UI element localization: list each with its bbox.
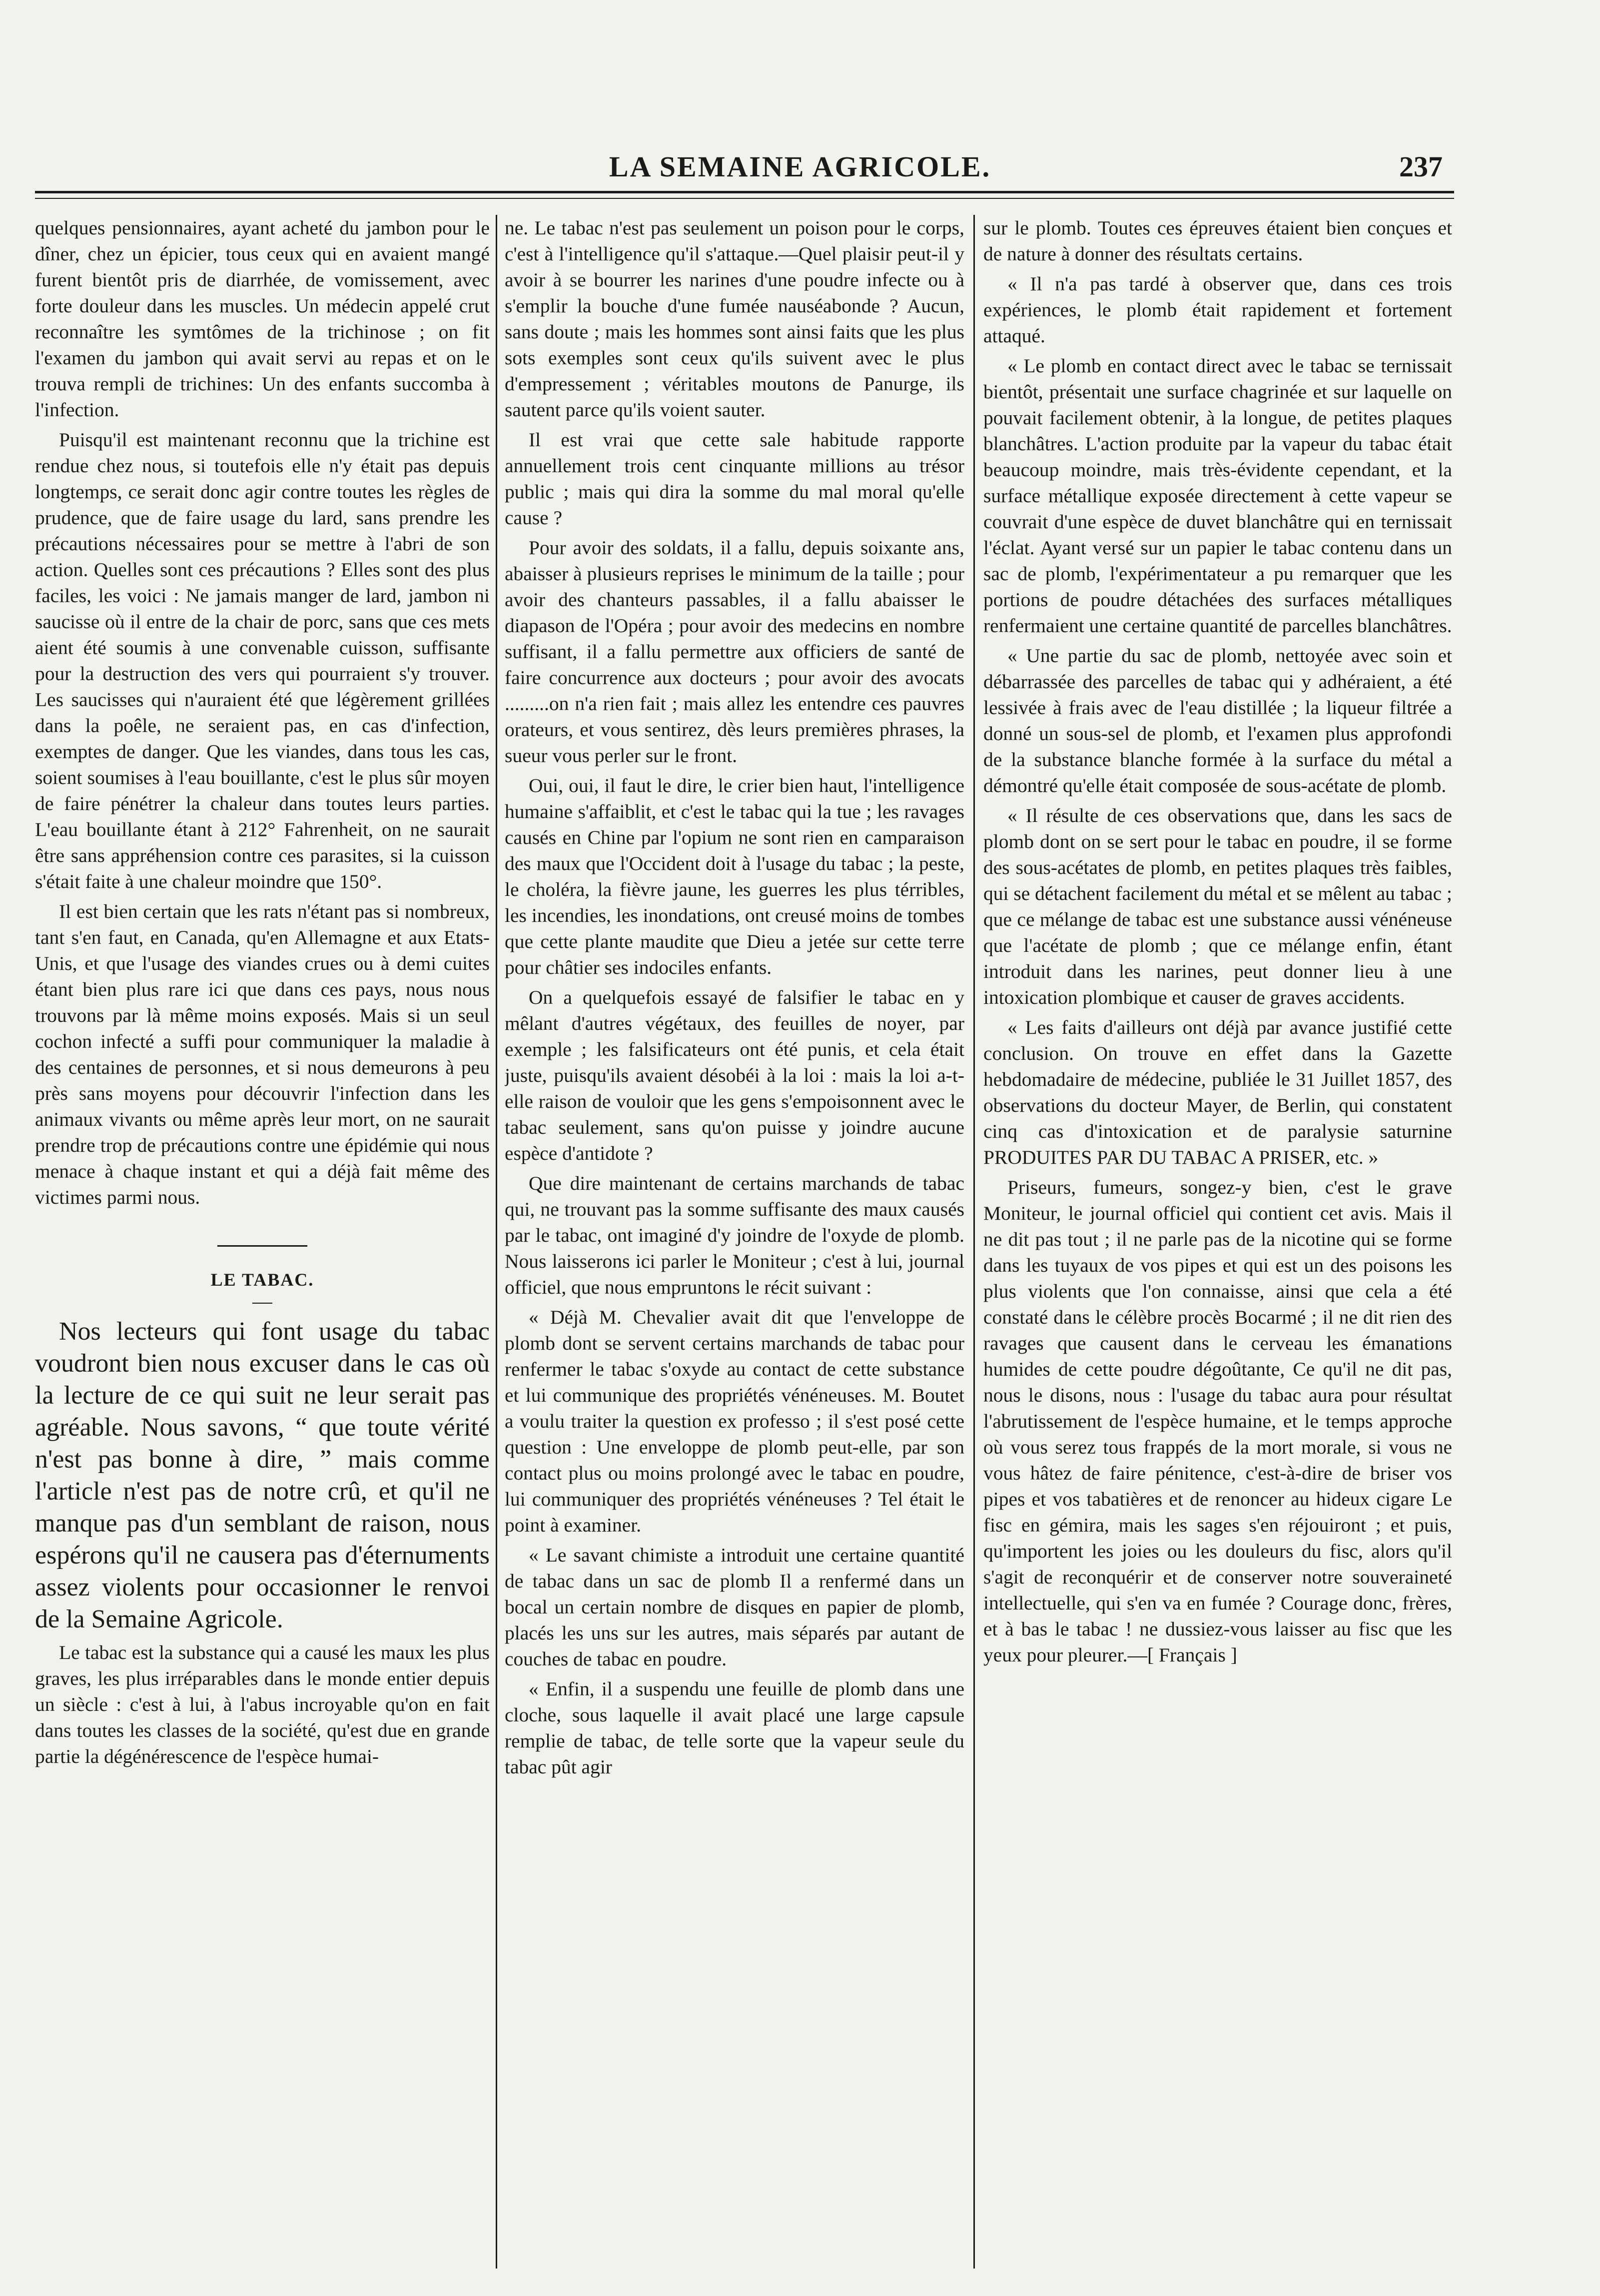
title-dash	[252, 1303, 272, 1304]
column-2	[505, 215, 964, 2269]
paragraph: « Enfin, il a suspendu une feuille de plomb dans une cloche, sous laquelle il avait placé une large capsule remplie de tabac, de telle sorte que la vapeur seule du tabac pût agir	[505, 1678, 964, 1778]
paragraph: sur le plomb. Toutes ces épreuves étaient bien conçues et de nature à donner des résultats certains.	[983, 217, 1452, 265]
paragraph: Puisqu'il est maintenant reconnu que la trichine est rendue chez nous, si toutefois elle n'y était pas depuis longtemps, ce serait donc agir contre toutes les règles de prudence, que de faire usage du lard, sans prendre les précautions nécessaires pour se mettre à l'abri de son action. Quelles sont ces précautions ? Elles sont des plus faciles, les voici : Ne jamais manger de lard, jambon ni saucisse où il entre de la chair de porc, sans que ces mets aient été soumis à une convenable cuisson, suffisante pour la destruction des vers qui pourraient s'y trouver. Les saucisses qui n'auraient été que légèrement grillées dans la poêle, ne seraient pas, en cas d'infection, exemptes de danger. Que les viandes, dans tous les cas, soient soumises à l'eau bouillante, c'est le plus sûr moyen de faire pénétrer la chaleur dans toutes leurs parties. L'eau bouillante étant à 212° Fahrenheit, on ne saurait être sans appréhension contre ces parasites, si la cuisson s'était faite à une chaleur moindre que 150°.	[35, 429, 490, 892]
column-3	[983, 215, 1452, 2269]
paragraph: « Les faits d'ailleurs ont déjà par avance justifié cette conclusion. On trouve en effet dans la Gazette hebdomadaire de médecine, publiée le 31 Juillet 1857, des observations du docteur Mayer, de Berlin, qui constatent cinq cas d'intoxication et de paralysie saturnine PRODUITES PAR DU TABAC A PRISER, etc. »	[983, 1016, 1452, 1168]
paragraph: quelques pensionnaires, ayant acheté du jambon pour le dîner, chez un épicier, tous ceux qui en avaient mangé furent bientôt pris de diarrhée, de vomissement, avec forte douleur dans les muscles. Un médecin appelé crut reconnaître les symtômes de la trichinose ; on fit l'examen du jambon qui avait servi au repas et on le trouva rempli de trichines: Un des enfants succomba à l'infection.	[35, 217, 490, 421]
section-separator	[217, 1245, 307, 1247]
page-number: 237	[1399, 150, 1443, 183]
column-divider-1	[496, 215, 497, 2269]
paragraph: « Le plomb en contact direct avec le tabac se ternissait bientôt, présentait une surface chagrinée et sur laquelle on pouvait facilement obtenir, à la longue, de petites plaques blanchâtres. L'action produite par la vapeur du tabac était beaucoup moindre, mais très-évidente cependant, et la surface métallique exposée directement à cette vapeur se couvrait d'une espèce de duvet blanchâtre qui en ternissait l'éclat. Ayant versé sur un papier le tabac contenu dans un sac de plomb, l'expérimentateur a pu remarquer que les portions de poudre détachées des surfaces métalliques renfermaient une certaine quantité de parcelles blanchâtres.	[983, 355, 1452, 637]
paragraph: Priseurs, fumeurs, songez-y bien, c'est le grave Moniteur, le journal officiel qui contient cet avis. Mais il ne dit pas tout ; il ne parle pas de la nicotine qui se forme dans les tuyaux de vos pipes et qui est un des poisons les plus violents que l'on connaisse, ainsi que cela a été constaté dans le célèbre procès Bocarmé ; il ne dit rien des ravages que causent dans le cerveau les émanations humides de cette poudre dégoûtante, Ce qu'il ne dit pas, nous le disons, nous : l'usage du tabac aura pour résultat l'abrutissement de l'espèce humaine, et le temps approche où vous serez tous frappés de la mort morale, si vous ne vous hâtez de faire pénitence, c'est-à-dire de briser vos pipes et vos tabatières et de renoncer au hideux cigare Le fisc en gémira, mais les sages s'en réjouiront ; et puis, qu'importent les joies ou les douleurs du fisc, alors qu'il s'agit de reconquérir et de conserver notre souveraineté intellectuelle, qui s'en va en fumée ? Courage donc, frères, et à bas le tabac ! ne dussiez-vous laisser au fisc que les yeux pour pleurer.—[ Français ]	[983, 1176, 1452, 1666]
paragraph: Il est vrai que cette sale habitude rapporte annuellement trois cent cinquante millions au trésor public ; mais qui dira la somme du mal moral qu'elle cause ?	[505, 429, 964, 529]
paragraph: Il est bien certain que les rats n'étant pas si nombreux, tant s'en faut, en Canada, qu'en Allemagne et aux Etats-Unis, et que l'usage des viandes crues ou à demi cuites étant bien plus rare ici que dans ces pays, nous nous trouvons par là même moins exposés. Mais si un seul cochon infecté a suffi pour communiquer la maladie à des centaines de personnes, et si nous demeurons à peu près sans moyens pour découvrir l'infection dans les animaux vivants ou même après leur mort, on ne saurait prendre trop de précautions contre une épidémie qui nous menace à chaque instant et qui a déjà fait même des victimes parmi nous.	[35, 900, 490, 1208]
paragraph: « Il résulte de ces observations que, dans les sacs de plomb dont on se sert pour le tabac en poudre, il se forme des sous-acétates de plomb, en petites plaques très faibles, qui se détachent facilement du métal et se mêlent au tabac ; que ce mélange de tabac est une substance aussi vénéneuse que l'acétate de plomb ; que ce mélange enfin, étant introduit dans les narines, peut donner lieu à une intoxication plombique et causer de graves accidents.	[983, 804, 1452, 1008]
paragraph: ne. Le tabac n'est pas seulement un poison pour le corps, c'est à l'intelligence qu'il s'attaque.—Quel plaisir peut-il y avoir à se bourrer les narines d'une poudre infecte ou à s'emplir la bouche d'une fumée nauséabonde ? Aucun, sans doute ; mais les hommes sont ainsi faits que les plus sots exemples sont ceux qu'ils suivent avec le plus d'empressement ; véritables moutons de Panurge, ils sautent parce qu'ils voient sauter.	[505, 217, 964, 421]
paragraph: « Déjà M. Chevalier avait dit que l'enveloppe de plomb dont se servent certains marchands de tabac pour renfermer le tabac s'oxyde au contact de cette substance et lui communique des propriétés vénéneuses. M. Boutet a voulu traiter la question ex professo ; il s'est posé cette question : Une enveloppe de plomb peut-elle, par son contact plus ou moins prolongé avec le tabac en poudre, lui communiquer des propriétés vénéneuses ? Tel était le point à examiner.	[505, 1306, 964, 1536]
paragraph: Le tabac est la substance qui a causé les maux les plus graves, les plus irréparables dans le monde entier depuis un siècle : c'est à lui, à l'abus incroyable qu'on en fait dans toutes les classes de la société, qu'est due en grande partie la dégénérescence de l'espèce humai-	[35, 1641, 490, 1767]
section-title: LE TABAC.	[210, 1270, 314, 1290]
header-rule-thick	[35, 191, 1454, 193]
paragraph: Que dire maintenant de certains marchands de tabac qui, ne trouvant pas la somme suffisante des maux causés par le tabac, ont imaginé d'y joindre de l'oxyde de plomb. Nous laisserons ici parler le Moniteur ; c'est à lui, journal officiel, que nous empruntons le récit suivant :	[505, 1172, 964, 1298]
paragraph: « Une partie du sac de plomb, nettoyée avec soin et débarrassée des parcelles de tabac qui y adhéraient, a été lessivée à frais avec de l'eau distillée ; la liqueur filtrée a donné un sous-sel de plomb, et l'examen plus approfondi de la substance blanche formée à la surface du métal a démontré qu'elle était composée de sous-acétate de plomb.	[983, 645, 1452, 796]
paragraph: « Le savant chimiste a introduit une certaine quantité de tabac dans un sac de plomb Il a renfermé dans un bocal un certain nombre de disques en papier de plomb, placés les uns sur les autres, mais séparés par autant de couches de tabac en poudre.	[505, 1544, 964, 1670]
paragraph: Oui, oui, il faut le dire, le crier bien haut, l'intelligence humaine s'affaiblit, et c'est le tabac qui la tue ; les ravages causés en Chine par l'opium ne sont rien en camparaison des maux que l'Occident doit à l'usage du tabac ; la peste, le choléra, la fièvre jaune, les guerres les plus térribles, les incendies, les inondations, ont creusé moins de tombes que cette plante maudite que Dieu a jetée sur cette terre pour châtier ses indociles enfants.	[505, 774, 964, 978]
header-rule-thin	[35, 198, 1454, 199]
paragraph: Pour avoir des soldats, il a fallu, depuis soixante ans, abaisser à plusieurs reprises le minimum de la taille ; pour avoir des chanteurs passables, il a fallu abaisser le diapason de l'Opéra ; pour avoir des medecins en nombre suffisant, il a fallu permettre aux officiers de santé de faire concurrence aux docteurs ; pour avoir des avocats .........on n'a rien fait ; mais allez les entendre ces pauvres orateurs, et vous sentirez, dès leurs premières phrases, la sueur vous perler sur le front.	[505, 537, 964, 766]
column-1	[35, 215, 490, 2269]
paragraph: « Il n'a pas tardé à observer que, dans ces trois expériences, le plomb était rapidement et fortement attaqué.	[983, 273, 1452, 347]
lead-paragraph: Nos lecteurs qui font usage du tabac voudront bien nous excuser dans le cas où la lecture de ce qui suit ne leur serait pas agréable. Nous savons, “ que toute vérité n'est pas bonne à dire, ” mais comme l'article n'est pas de notre crû, et qu'il ne manque pas d'un semblant de raison, nous espérons qu'il ne causera pas d'éternuments assez violents pour occasionner le renvoi de la Semaine Agricole.	[35, 1317, 490, 1633]
column-divider-2	[973, 215, 975, 2269]
paragraph: On a quelquefois essayé de falsifier le tabac en y mêlant d'autres végétaux, des feuilles de noyer, par exemple ; les falsificateurs ont été punis, et cela était juste, puisqu'ils avaient désobéi à la loi : mais la loi a-t-elle raison de vouloir que les gens s'empoisonnent avec le tabac seulement, sans qu'on puisse y joindre aucune espèce d'antidote ?	[505, 986, 964, 1164]
page-header-title: LA SEMAINE AGRICOLE.	[609, 150, 991, 183]
